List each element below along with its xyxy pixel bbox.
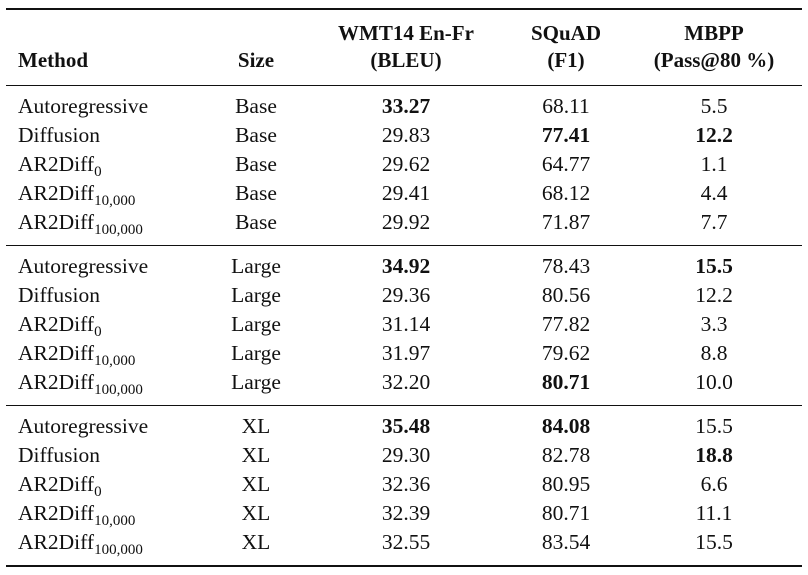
cell-squad: 83.54 xyxy=(541,530,591,554)
header-method: Method xyxy=(18,48,88,72)
cell-size: Large xyxy=(231,283,281,307)
cell-squad: 82.78 xyxy=(541,443,591,467)
cell-wmt: 32.36 xyxy=(381,472,431,496)
table-row xyxy=(6,179,802,208)
cell-size: XL xyxy=(241,472,271,496)
cell-wmt: 29.92 xyxy=(381,210,431,234)
cell-mbpp: 3.3 xyxy=(700,312,728,336)
cell-wmt: 29.83 xyxy=(381,123,431,147)
best-value: 80.71 xyxy=(541,370,591,394)
method-name: Autoregressive xyxy=(18,254,149,278)
cell-method xyxy=(6,528,206,566)
cell-squad: 79.62 xyxy=(541,341,591,365)
header-squad-line1: SQuAD xyxy=(530,21,602,45)
table-group xyxy=(6,406,802,567)
cell-size: XL xyxy=(241,443,271,467)
cell-size: Base xyxy=(235,123,277,147)
method-name: AR2Diff xyxy=(18,370,95,394)
method-subscript: 0 xyxy=(94,324,102,340)
cell-mbpp xyxy=(626,246,802,282)
method-name: Diffusion xyxy=(18,443,101,467)
method-name: AR2Diff xyxy=(18,501,95,525)
cell-mbpp: 12.2 xyxy=(695,283,733,307)
cell-method xyxy=(6,150,206,179)
cell-wmt: 29.41 xyxy=(381,181,431,205)
cell-method xyxy=(6,470,206,499)
best-value: 15.5 xyxy=(695,254,733,278)
best-value: 33.27 xyxy=(381,94,431,118)
method-name: AR2Diff xyxy=(18,341,95,365)
cell-wmt: 31.97 xyxy=(381,341,431,365)
method-name: Diffusion xyxy=(18,123,101,147)
cell-wmt: 31.14 xyxy=(381,312,431,336)
cell-method xyxy=(6,121,206,150)
cell-squad: 68.12 xyxy=(541,181,591,205)
method-subscript: 100,000 xyxy=(94,542,143,558)
cell-mbpp: 7.7 xyxy=(700,210,728,234)
table-row xyxy=(6,310,802,339)
method-name: AR2Diff xyxy=(18,472,95,496)
method-subscript: 100,000 xyxy=(94,382,143,398)
cell-wmt: 29.36 xyxy=(381,283,431,307)
table-row xyxy=(6,499,802,528)
table-row xyxy=(6,470,802,499)
cell-size: Large xyxy=(231,370,281,394)
table-group xyxy=(6,86,802,246)
table-row xyxy=(6,368,802,406)
cell-mbpp: 15.5 xyxy=(695,414,733,438)
method-name: AR2Diff xyxy=(18,530,95,554)
cell-squad: 68.11 xyxy=(542,94,590,118)
method-subscript: 100,000 xyxy=(94,222,143,238)
header-row xyxy=(6,9,802,86)
cell-mbpp: 4.4 xyxy=(700,181,728,205)
table-row xyxy=(6,441,802,470)
cell-squad xyxy=(506,406,626,442)
method-name: AR2Diff xyxy=(18,181,95,205)
cell-mbpp xyxy=(626,441,802,470)
cell-wmt xyxy=(306,406,506,442)
cell-method xyxy=(6,441,206,470)
cell-mbpp: 8.8 xyxy=(700,341,728,365)
cell-method xyxy=(6,406,206,442)
cell-size: Base xyxy=(235,94,277,118)
best-value: 18.8 xyxy=(695,443,733,467)
method-name: AR2Diff xyxy=(18,152,95,176)
cell-wmt xyxy=(306,86,506,122)
header-wmt xyxy=(306,9,506,86)
cell-wmt: 32.20 xyxy=(381,370,431,394)
table-row xyxy=(6,246,802,282)
cell-wmt: 29.62 xyxy=(381,152,431,176)
cell-size: XL xyxy=(241,501,271,525)
header-wmt-line1: WMT14 En-Fr xyxy=(338,21,474,45)
cell-size: Large xyxy=(231,254,281,278)
method-name: Autoregressive xyxy=(18,414,149,438)
cell-mbpp: 11.1 xyxy=(695,501,733,525)
cell-squad: 64.77 xyxy=(541,152,591,176)
cell-squad: 78.43 xyxy=(541,254,591,278)
method-subscript: 10,000 xyxy=(94,353,136,369)
cell-method xyxy=(6,179,206,208)
method-name: AR2Diff xyxy=(18,312,95,336)
header-mbpp-line2: (Pass@80 %) xyxy=(653,48,775,72)
best-value: 34.92 xyxy=(381,254,431,278)
best-value: 77.41 xyxy=(541,123,591,147)
cell-size: Large xyxy=(231,312,281,336)
best-value: 84.08 xyxy=(541,414,591,438)
best-value: 12.2 xyxy=(695,123,733,147)
cell-squad: 80.71 xyxy=(541,501,591,525)
method-name: Diffusion xyxy=(18,283,101,307)
cell-squad: 80.95 xyxy=(541,472,591,496)
cell-method xyxy=(6,339,206,368)
cell-wmt: 32.39 xyxy=(381,501,431,525)
cell-mbpp: 5.5 xyxy=(700,94,728,118)
cell-size: XL xyxy=(241,414,271,438)
header-mbpp xyxy=(626,9,802,86)
cell-mbpp: 6.6 xyxy=(700,472,728,496)
cell-squad xyxy=(506,368,626,406)
cell-squad: 71.87 xyxy=(541,210,591,234)
header-mbpp-line1: MBPP xyxy=(684,21,744,45)
cell-squad xyxy=(506,121,626,150)
cell-method xyxy=(6,86,206,122)
cell-method xyxy=(6,368,206,406)
cell-wmt: 32.55 xyxy=(381,530,431,554)
header-squad-line2: (F1) xyxy=(547,48,585,72)
table-row xyxy=(6,406,802,442)
method-name: AR2Diff xyxy=(18,210,95,234)
table-row xyxy=(6,121,802,150)
cell-size: XL xyxy=(241,530,271,554)
header-wmt-line2: (BLEU) xyxy=(370,48,442,72)
cell-size: Base xyxy=(235,210,277,234)
table-header xyxy=(6,9,802,86)
method-subscript: 0 xyxy=(94,164,102,180)
results-table xyxy=(6,8,802,567)
cell-wmt: 29.30 xyxy=(381,443,431,467)
cell-size: Base xyxy=(235,181,277,205)
cell-method xyxy=(6,208,206,246)
cell-method xyxy=(6,281,206,310)
cell-squad: 80.56 xyxy=(541,283,591,307)
table-row xyxy=(6,86,802,122)
table-row xyxy=(6,339,802,368)
header-size: Size xyxy=(237,48,275,72)
cell-method xyxy=(6,499,206,528)
table-row xyxy=(6,528,802,566)
method-subscript: 10,000 xyxy=(94,513,136,529)
table-row xyxy=(6,281,802,310)
best-value: 35.48 xyxy=(381,414,431,438)
cell-size: Large xyxy=(231,341,281,365)
cell-method xyxy=(6,246,206,282)
cell-mbpp: 10.0 xyxy=(695,370,733,394)
cell-squad: 77.82 xyxy=(541,312,591,336)
cell-wmt xyxy=(306,246,506,282)
method-subscript: 10,000 xyxy=(94,193,136,209)
table-row xyxy=(6,150,802,179)
cell-method xyxy=(6,310,206,339)
cell-size: Base xyxy=(235,152,277,176)
table-row xyxy=(6,208,802,246)
header-squad xyxy=(506,9,626,86)
method-name: Autoregressive xyxy=(18,94,149,118)
cell-mbpp: 1.1 xyxy=(700,152,728,176)
method-subscript: 0 xyxy=(94,484,102,500)
cell-mbpp xyxy=(626,121,802,150)
table-group xyxy=(6,246,802,406)
cell-mbpp: 15.5 xyxy=(695,530,733,554)
